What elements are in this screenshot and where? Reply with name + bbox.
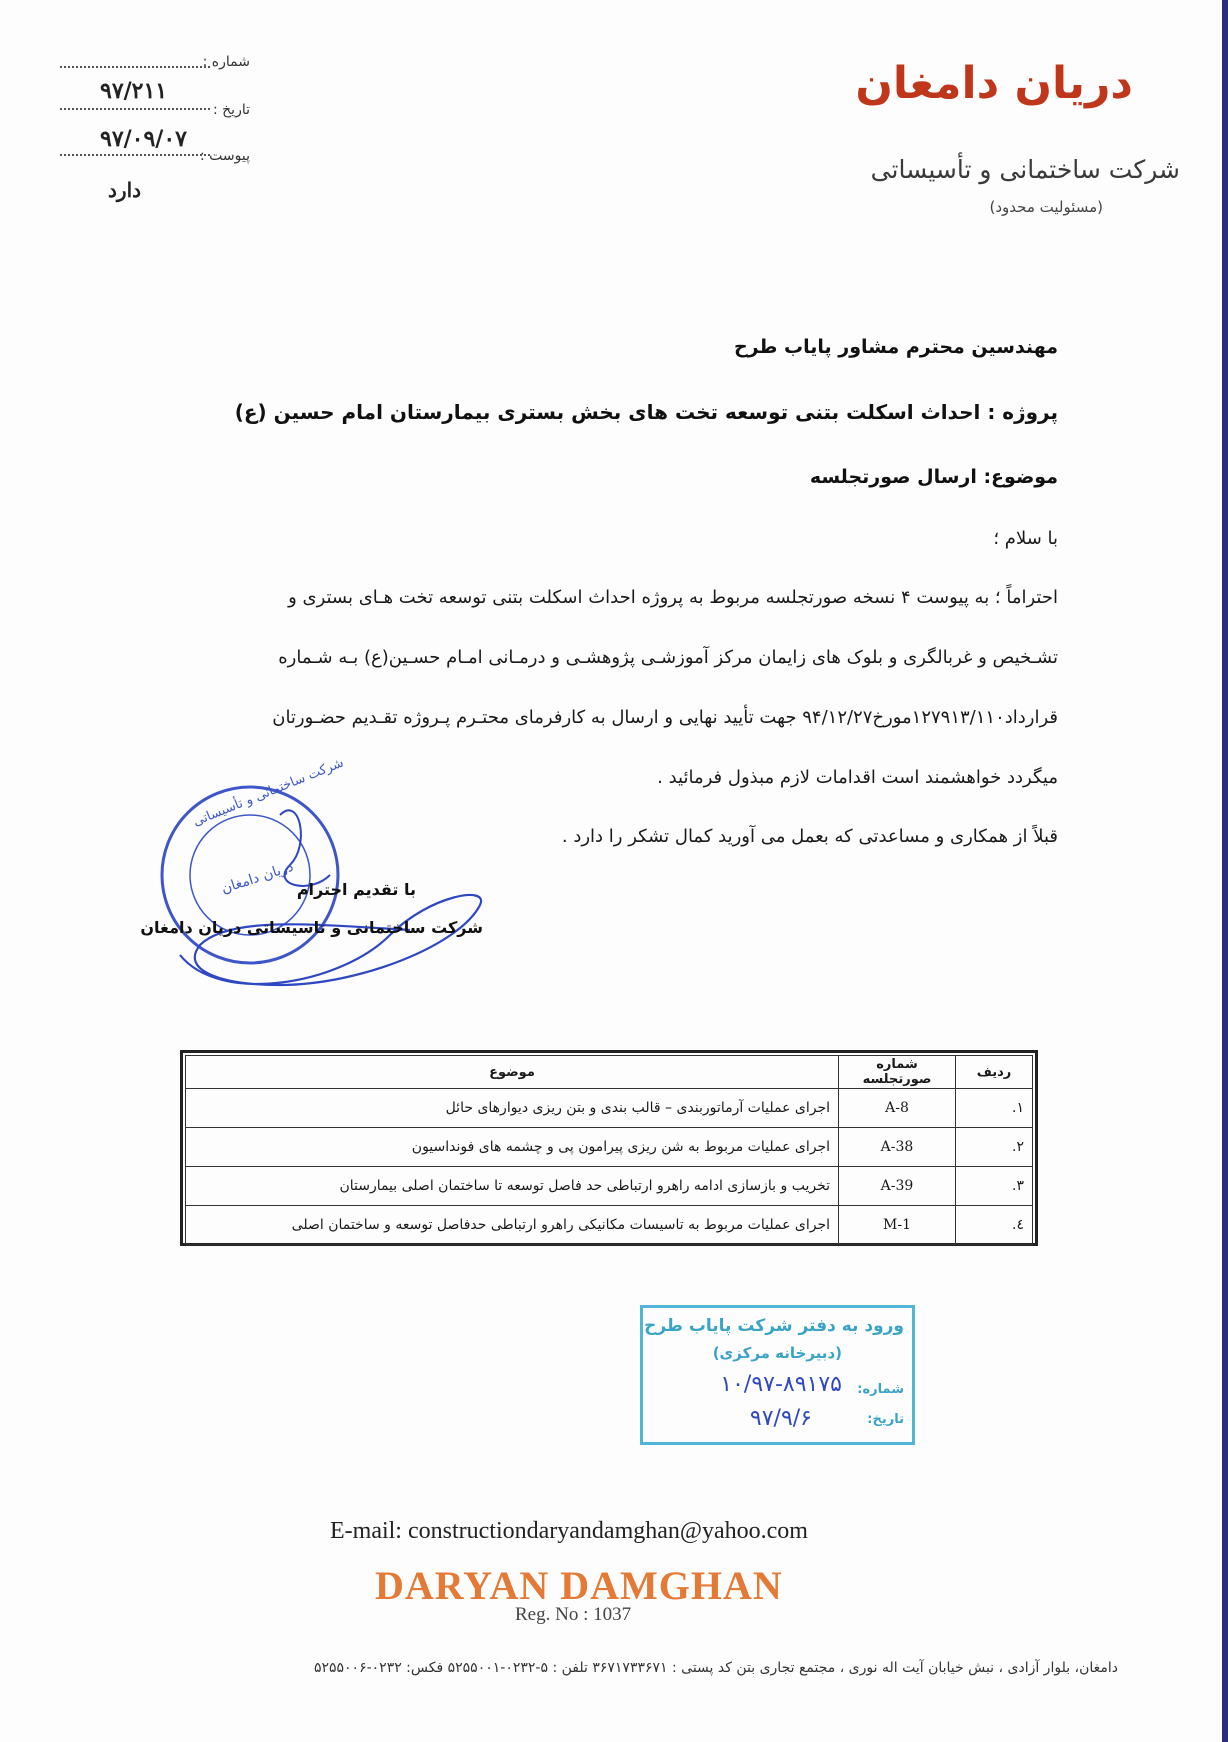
- table-header-row: [186, 1056, 1033, 1089]
- attachment-label: پیوست :: [200, 148, 250, 164]
- minutes-subject: اجرای عملیات مربوط به تاسیسات مکانیکی راهرو ارتباطی حدفاصل توسعه و ساختمان اصلی: [186, 1206, 839, 1245]
- signoff: با تقدیم احترام: [296, 880, 416, 899]
- received-number-label: شماره:: [857, 1382, 904, 1397]
- received-stamp-subtitle: (دبیرخانه مرکزی): [712, 1344, 842, 1362]
- minutes-subject: اجرای عملیات آرماتوربندی – قالب بندی و بتن ریزی دیوارهای حائل: [186, 1089, 839, 1128]
- footer-brand: DARYAN DAMGHAN: [375, 1563, 783, 1608]
- number-underline: [60, 108, 210, 110]
- company-logo-title: دریان دامغان: [855, 58, 1133, 109]
- table-row: [186, 1128, 1033, 1167]
- table-row: [186, 1089, 1033, 1128]
- body-line: میگردد خواهشمند است اقدامات لازم مبذول فرمائید .: [657, 767, 1058, 788]
- received-stamp: [640, 1305, 915, 1445]
- header-minutes-number: شماره صورتجلسه: [839, 1056, 956, 1089]
- footer-registration: Reg. No : 1037: [515, 1604, 632, 1625]
- body-line: قرارداد۱۲۷۹۱۳/۱۱۰مورخ۹۴/۱۲/۲۷ جهت تأیید نهایی و ارسال به کارفرمای محتـرم پـروژه تقـدیم حضـورتان: [272, 707, 1058, 728]
- recipient: مهندسین محترم مشاور پایاب طرح: [733, 336, 1058, 358]
- footer-email: E-mail: constructiondaryandamghan@yahoo.com: [330, 1518, 808, 1544]
- subject-line: موضوع: ارسال صورتجلسه: [809, 466, 1058, 488]
- table-row: [186, 1167, 1033, 1206]
- body-line: تشـخیص و غربالگری و بلوک های زایمان مرکز آموزشـی پژوهشـی و درمـانی امـام حسـین(ع) بـه شـماره: [278, 647, 1058, 668]
- minutes-code: A-38: [839, 1128, 956, 1167]
- letter-date: ۹۷/۰۹/۰۷: [100, 126, 187, 152]
- letter-meta: [60, 50, 250, 210]
- received-stamp-title: ورود به دفتر شرکت پایاب طرح: [644, 1316, 904, 1336]
- minutes-code: M-1: [839, 1206, 956, 1245]
- minutes-code: A-8: [839, 1089, 956, 1128]
- header-subject: موضوع: [186, 1056, 839, 1089]
- minutes-subject: تخریب و بازسازی ادامه راهرو ارتباطی حد فاصل توسعه تا ساختمان اصلی بیمارستان: [186, 1167, 839, 1206]
- number-dotted-line: [60, 66, 210, 68]
- attachment-value: دارد: [108, 178, 142, 202]
- received-number-value: ۱۰/۹۷-۸۹۱۷۵: [720, 1372, 842, 1397]
- company-type: شرکت ساختمانی و تأسیساتی: [870, 155, 1180, 184]
- minutes-table-grid: [185, 1055, 1033, 1245]
- number-label: شماره :: [202, 54, 250, 70]
- row-number: ۱.: [956, 1089, 1033, 1128]
- company-liability: (مسئولیت محدود): [989, 198, 1103, 216]
- minutes-table: [180, 1050, 1038, 1246]
- greeting: با سلام ؛: [993, 528, 1058, 549]
- minutes-code: A-39: [839, 1167, 956, 1206]
- signatory: شرکت ساختمانی و تاسیساتی دریان دامغان: [140, 918, 483, 937]
- date-underline: [60, 154, 210, 156]
- table-row: [186, 1206, 1033, 1245]
- received-date-label: تاریخ:: [867, 1412, 904, 1427]
- date-label: تاریخ :: [212, 102, 250, 118]
- header-row-number: ردیف: [956, 1056, 1033, 1089]
- project-title: پروژه : احداث اسکلت بتنی توسعه تخت های بخش بستری بیمارستان امام حسین (ع): [234, 400, 1058, 424]
- row-number: ۳.: [956, 1167, 1033, 1206]
- seal-ring-text: شرکت ساختمانی و تأسیساتی: [191, 755, 346, 830]
- row-number: ٤.: [956, 1206, 1033, 1245]
- received-date-value: ۹۷/۹/۶: [749, 1406, 812, 1431]
- row-number: ۲.: [956, 1128, 1033, 1167]
- footer-address: دامغان، بلوار آزادی ، نبش خیابان آیت اله نوری ، مجتمع تجاری بتن کد پستی : ۳۶۷۱۷۳۳۶۷۱ تلفن : ۵-۰۲۳۲-۵۲۵۵۰۰۱ فکس: ۰۲۳۲-۵۲۵۵۰۰۶: [313, 1660, 1118, 1676]
- seal-center-text: دریان دامغان: [219, 858, 296, 898]
- body-line: احتراماً ؛ به پیوست ۴ نسخه صورتجلسه مربوط به پروژه احداث اسکلت بتنی توسعه تخت هـای بستری و: [288, 587, 1058, 608]
- closing-thanks: قبلاً از همکاری و مساعدتی که بعمل می آورید کمال تشکر را دارد .: [561, 826, 1058, 847]
- minutes-subject: اجرای عملیات مربوط به شن ریزی پیرامون پی و چشمه های فونداسیون: [186, 1128, 839, 1167]
- letter-number: ۹۷/۲۱۱: [100, 78, 168, 104]
